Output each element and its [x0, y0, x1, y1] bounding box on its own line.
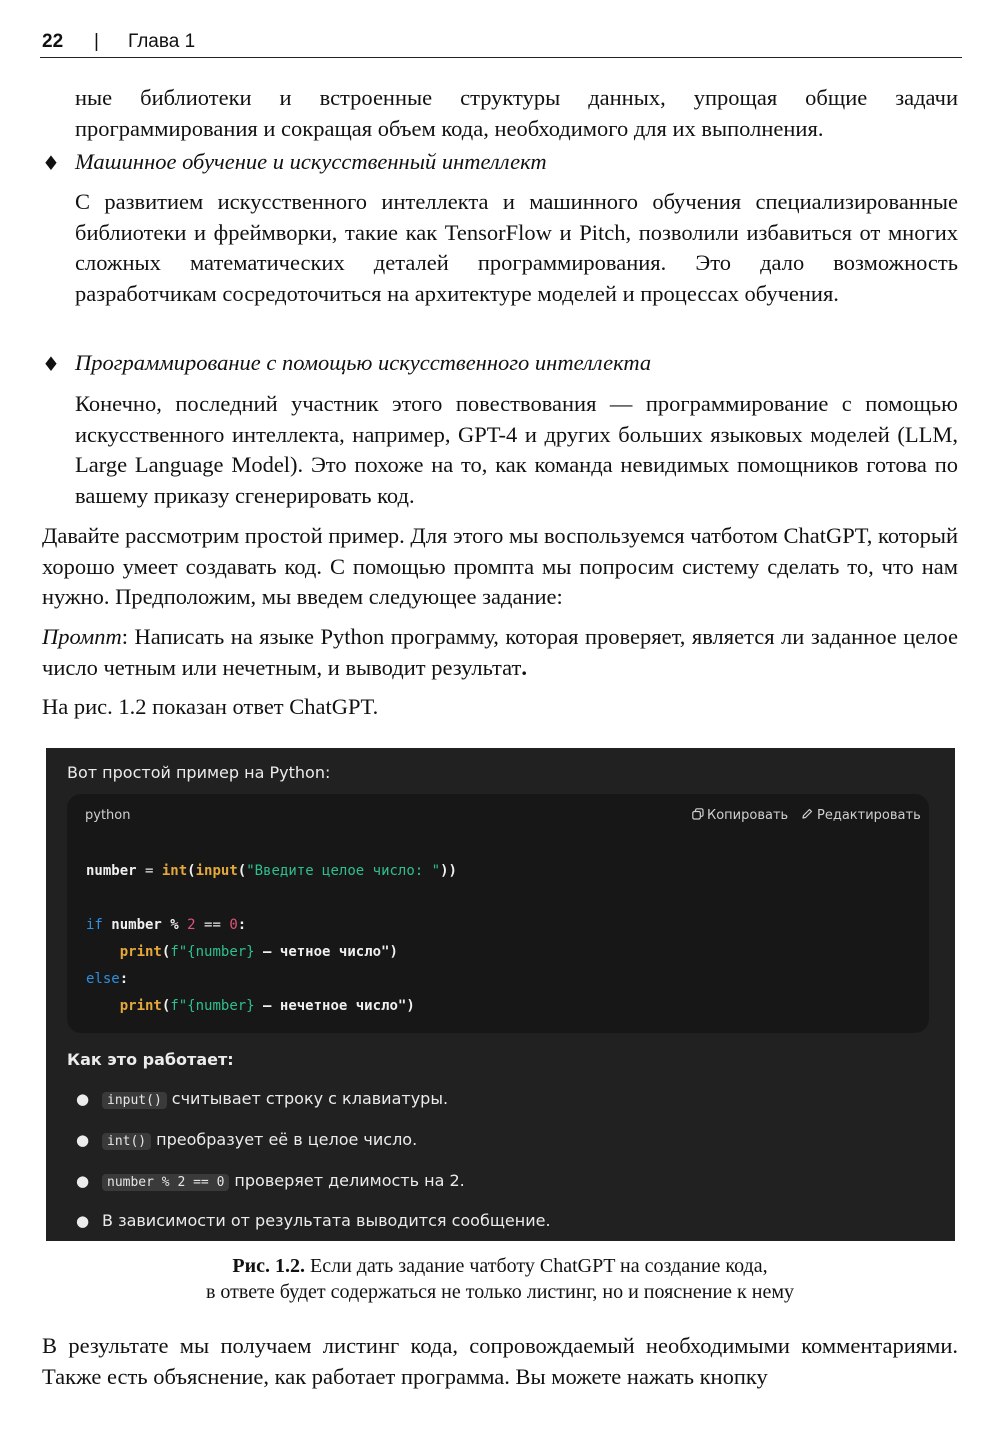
inline-code: number % 2 == 0 [102, 1174, 229, 1191]
paragraph-figure-reference: На рис. 1.2 показан ответ ChatGPT. [42, 694, 379, 719]
bullet-title-ml: Машинное обучение и искусственный интеллект [75, 149, 547, 174]
bullet-icon: ● [76, 1212, 90, 1230]
code-line: print(f"{number} — нечетное число") [119, 998, 415, 1014]
running-header [40, 30, 962, 58]
edit-label: Редактировать [817, 808, 921, 823]
code-listing [86, 858, 457, 1020]
code-line: print(f"{number} — четное число") [119, 944, 398, 960]
prompt-end: . [521, 654, 528, 680]
copy-icon [692, 808, 704, 820]
paragraph-libraries: ные библиотеки и встроенные структуры данных, упрощая общие задачи программирования и сокращая объем кода, необходимого для их выполнения. [75, 85, 958, 141]
code-line: if number % 2 == 0: [86, 917, 247, 933]
paragraph-result: В результате мы получаем листинг кода, сопровождаемый необходимыми комментариями. Также есть объяснение, как работает программа. Вы можете нажать кнопку [42, 1333, 958, 1389]
chatgpt-screenshot [46, 748, 955, 1241]
chapter-title: Глава 1 [128, 31, 196, 52]
list-item-text: считывает строку с клавиатуры. [171, 1089, 449, 1108]
inline-code: input() [102, 1092, 167, 1109]
caption-line-2: в ответе будет содержаться не только листинг, но и пояснение к нему [205, 1281, 795, 1303]
page-number: 22 [42, 31, 64, 52]
copy-label: Копировать [707, 808, 789, 823]
figure-label: Рис. 1.2. [232, 1255, 306, 1277]
bullet-icon: ● [76, 1172, 90, 1190]
bullet-diamond-icon: ♦ [42, 151, 60, 175]
caption-line-1: Если дать задание чатботу ChatGPT на создание кода, [305, 1255, 768, 1277]
prompt-label: Промпт [42, 624, 122, 649]
bullet-icon: ● [76, 1131, 90, 1149]
code-line: else: [86, 971, 129, 987]
header-separator: | [94, 31, 99, 52]
code-line: number = int(input("Введите целое число: ")) [86, 863, 457, 879]
bullet-diamond-icon: ♦ [42, 352, 60, 376]
response-intro: Вот простой пример на Python: [67, 763, 331, 782]
inline-code: int() [102, 1133, 151, 1150]
paragraph-prompt [42, 622, 958, 683]
code-language-label: python [85, 808, 131, 823]
code-block [67, 794, 929, 1033]
paragraph-ml: С развитием искусственного интеллекта и машинного обучения специализированные библиотеки и фреймворки, такие как TensorFlow и Pitch, позволили избавиться от многих сложных математических деталей программирования. Это дало возможность разработчикам сосредоточиться на архитектуре моделей и процессах обучения. [75, 189, 958, 306]
copy-button[interactable] [692, 808, 788, 823]
list-item-text: В зависимости от результата выводится сообщение. [102, 1211, 551, 1230]
how-it-works-title: Как это работает: [67, 1050, 234, 1069]
bullet-icon: ● [76, 1090, 90, 1108]
edit-button[interactable] [801, 808, 921, 823]
list-item-text: проверяет делимость на 2. [234, 1171, 465, 1190]
list-item-text: преобразует её в целое число. [156, 1130, 418, 1149]
paragraph-example: Давайте рассмотрим простой пример. Для этого мы воспользуемся чатботом ChatGPT, который хорошо умеет создавать код. С помощью промпта мы попросим систему сделать то, что нам нужно. Предположим, мы введем следующее задание: [42, 523, 958, 609]
bullet-title-ai: Программирование с помощью искусственного интеллекта [75, 350, 652, 375]
figure-caption [42, 1253, 958, 1305]
pencil-icon [801, 808, 813, 820]
paragraph-ai: Конечно, последний участник этого повествования — программирование с помощью искусственного интеллекта, например, GPT-4 и других больших языковых моделей (LLM, Large Language Model). Это похоже на то, как команда невидимых помощников готова по вашему приказу сгенерировать код. [75, 391, 958, 508]
prompt-text: : Написать на языке Python программу, которая проверяет, является ли заданное целое число четным или нечетным, и выводит результат [42, 624, 958, 680]
